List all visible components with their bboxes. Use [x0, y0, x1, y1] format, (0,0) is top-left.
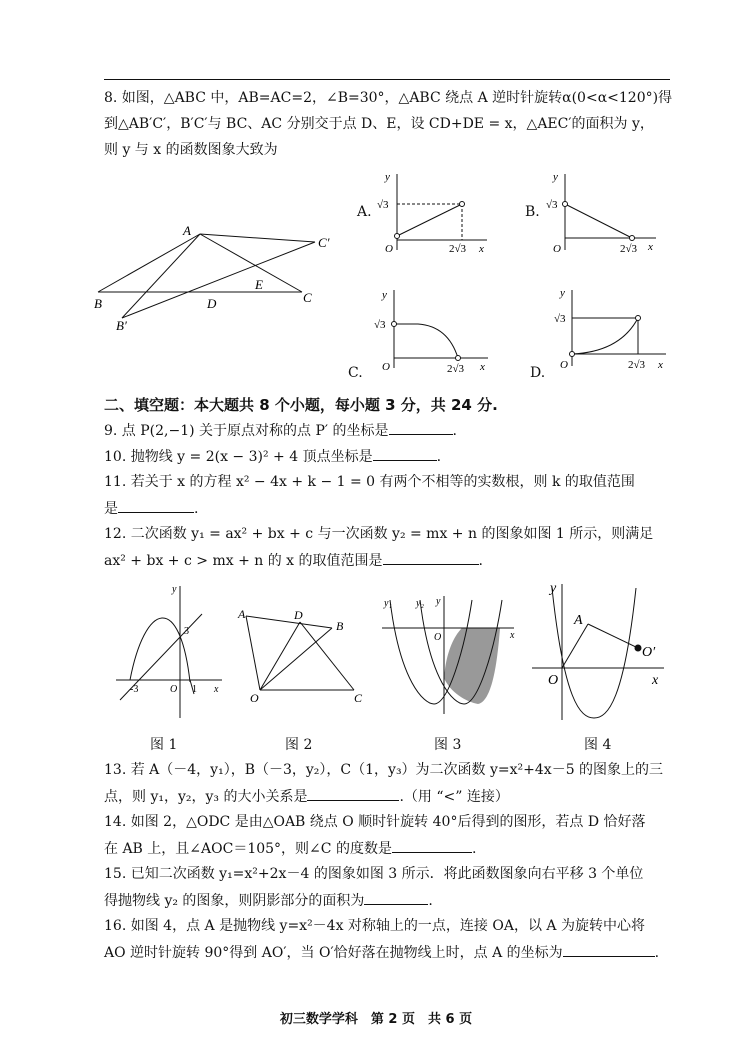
q15-end: . [428, 893, 433, 909]
opt-d-sqrt3: √3 [554, 313, 566, 325]
q16-end: . [654, 945, 660, 961]
opt-c-y: y [382, 289, 387, 301]
fig8-label-a: A [183, 223, 191, 238]
opt-d-o: O [560, 359, 568, 371]
q14-line2-text: 在 AB 上，且∠AOC＝105°，则∠C 的度数是 [104, 841, 392, 857]
opt-a-o: O [385, 243, 393, 255]
option-d-label: D. [530, 365, 546, 381]
q10-text: 10. 抛物线 y = 2(x − 3)² + 4 顶点坐标是 [104, 449, 373, 465]
q12-line1: 12. 二次函数 y₁ = ax² + bx + c 与一次函数 y₂ = mx + n 的图象如图 1 所示，则满足 [104, 526, 654, 542]
q15-line2-text: 得抛物线 y₂ 的图象，则阴影部分的面积为 [104, 893, 365, 909]
q11-line1: 11. 若关于 x 的方程 x² − 4x + k − 1 = 0 有两个不相等的实数根，则 k 的取值范围 [104, 474, 635, 490]
fig3-y1: y₁ [384, 598, 392, 609]
figure-2 [236, 606, 366, 706]
opt-b-2sqrt3: 2√3 [620, 243, 638, 255]
fig2-o: O [250, 691, 259, 705]
opt-a-2sqrt3: 2√3 [449, 243, 467, 255]
figure-3-caption: 图 3 [434, 737, 462, 753]
q11-line2 [104, 498, 198, 519]
option-a-label: A. [357, 204, 372, 220]
q16-line2-text: AO 逆时针旋转 90°得到 AO′，当 O′恰好落在抛物线上时，点 A 的坐标为 [104, 945, 563, 961]
opt-a-sqrt3: √3 [377, 199, 389, 211]
fig2-a: A [238, 607, 246, 621]
q10-end: . [436, 449, 442, 465]
q8-line1: 8. 如图，△ABC 中，AB=AC=2，∠B=30°，△ABC 绕点 A 逆时针旋转α(0<α<120°)得 [104, 90, 673, 106]
q13-line1: 13. 若 A（－4，y₁），B（－3，y₂），C（1，y₃）为二次函数 y=x²+4x－5 的图象上的三 [104, 762, 664, 778]
q16-line2 [104, 942, 659, 963]
fig4-y: y [550, 581, 557, 596]
fig8-label-bprime: B′ [116, 318, 127, 333]
fig3-o: O [434, 632, 442, 643]
fig8-label-c: C [303, 290, 312, 305]
figure-1 [110, 582, 230, 722]
opt-b-sqrt3: √3 [546, 199, 558, 211]
option-c-graph [372, 286, 497, 378]
opt-d-x: x [658, 359, 663, 371]
q14-end: . [471, 841, 477, 857]
fig8-label-e: E [255, 277, 263, 292]
fig3-x: x [510, 630, 515, 641]
figure-4-caption: 图 4 [584, 737, 612, 753]
fig4-x: x [652, 673, 659, 688]
opt-d-2sqrt3: 2√3 [628, 359, 646, 371]
fig4-oprime: O′ [642, 645, 656, 660]
fig4-o: O [548, 673, 559, 688]
fig4-a: A [574, 613, 583, 628]
fig1-three: 3 [184, 626, 189, 637]
opt-d-y: y [560, 287, 565, 299]
opt-b-y: y [553, 171, 558, 183]
q9-text: 9. 点 P(2,−1) 关于原点对称的点 P′ 的坐标是 [104, 423, 389, 439]
q12-line2-text: ax² + bx + c > mx + n 的 x 的取值范围是 [104, 553, 383, 569]
fig3-y2: y₂ [416, 598, 424, 609]
q15-line1: 15. 已知二次函数 y₁=x²+2x－4 的图象如图 3 所示．将此函数图象向右平移 3 个单位 [104, 866, 644, 882]
q8-line2: 到△AB′C′，B′C′与 BC、AC 分别交于点 D、E，设 CD+DE = x，△AEC′的面积为 y， [104, 116, 654, 132]
opt-b-o: O [553, 243, 561, 255]
fig2-b: B [336, 619, 344, 633]
fig2-c: C [354, 691, 363, 705]
q9-end: . [452, 423, 457, 439]
option-c-label: C. [348, 365, 363, 381]
q14-line1: 14. 如图 2，△ODC 是由△OAB 绕点 O 顺时针旋转 40°后得到的图形，若点 D 恰好落 [104, 814, 646, 830]
q10 [104, 446, 441, 467]
q8-line3: 则 y 与 x 的函数图象大致为 [104, 142, 278, 158]
figure-4 [528, 580, 668, 725]
q13-line2 [104, 786, 509, 807]
q16-line1: 16. 如图 4，点 A 是抛物线 y=x²－4x 对称轴上的一点，连接 OA，以 A 为旋转中心将 [104, 918, 645, 934]
fig1-one: 1 [192, 684, 197, 695]
fig8-label-d: D [207, 296, 217, 311]
q11-line2-text: 是 [104, 501, 118, 517]
opt-c-x: x [480, 361, 485, 373]
q14-line2 [104, 838, 476, 859]
fig1-neg3: -3 [130, 684, 139, 695]
figure-1-caption: 图 1 [150, 737, 178, 753]
opt-a-y: y [385, 171, 390, 183]
q11-end: . [194, 501, 199, 517]
option-a-graph [375, 170, 495, 260]
q12-line2 [104, 550, 483, 571]
option-b-label: B. [525, 204, 540, 220]
opt-b-x: x [648, 241, 653, 253]
page-footer: 初三数学学科 第 2 页 共 6 页 [279, 1012, 473, 1027]
opt-c-2sqrt3: 2√3 [447, 363, 465, 375]
fig2-d: D [294, 608, 303, 622]
q12-end: . [478, 553, 483, 569]
option-d-graph [550, 286, 675, 378]
figure-2-caption: 图 2 [285, 737, 313, 753]
fig1-y: y [172, 584, 177, 595]
top-rule [104, 79, 670, 80]
fig3-y: y [436, 596, 441, 607]
option-b-graph [540, 170, 665, 260]
q15-line2 [104, 890, 433, 911]
q13-line2-text: 点，则 y₁，y₂，y₃ 的大小关系是 [104, 789, 308, 805]
fig1-o: O [170, 684, 178, 695]
section-2-title: 二、填空题：本大题共 8 个小题，每小题 3 分，共 24 分. [104, 396, 498, 414]
q13-line2-end: .（用 “<” 连接） [399, 789, 509, 805]
fig8-label-b: B [94, 296, 102, 311]
opt-a-x: x [479, 243, 484, 255]
q8-triangle-figure [90, 220, 350, 340]
figure-3 [378, 592, 518, 717]
opt-c-o: O [382, 361, 390, 373]
q9 [104, 420, 457, 441]
fig8-label-cprime: C′ [318, 235, 330, 250]
fig1-x: x [214, 684, 219, 695]
opt-c-sqrt3: √3 [374, 319, 386, 331]
